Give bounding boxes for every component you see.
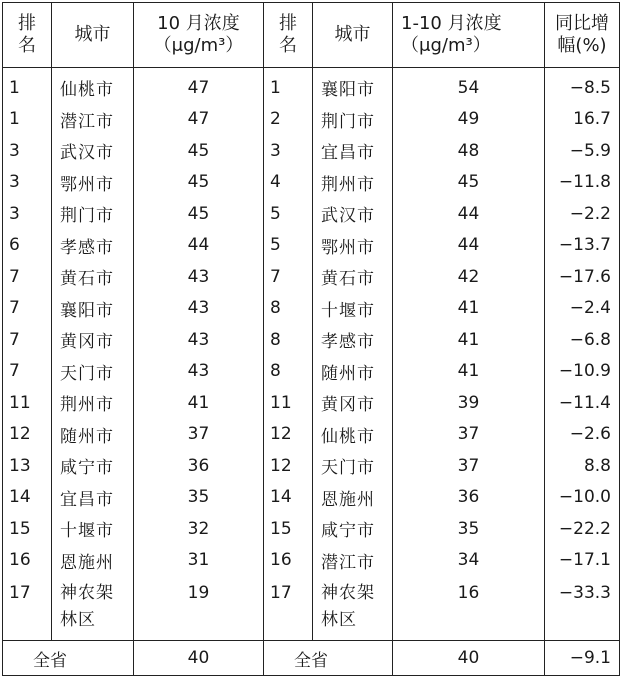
header-oct-concentration-unit: （μg/m³） — [153, 35, 244, 56]
rank-oct-cell: 15 — [3, 513, 52, 545]
rank-oct-cell: 13 — [3, 450, 52, 482]
header-rank-oct — [3, 3, 52, 68]
city-oct-cell: 仙桃市 — [52, 68, 134, 104]
city-oct-cell: 潜江市 — [52, 104, 134, 136]
yoy-change-cell: −10.9 — [545, 356, 620, 388]
oct-concentration-cell: 43 — [134, 324, 264, 356]
oct-concentration-cell: 44 — [134, 230, 264, 262]
header-oct-concentration-title: 10 月浓度 — [157, 13, 240, 34]
rank-ytd-cell: 1 — [264, 68, 313, 104]
total-oct-value: 40 — [134, 641, 264, 676]
city-ytd-cell: 孝感市 — [313, 324, 393, 356]
city-oct-cell: 十堰市 — [52, 513, 134, 545]
header-rank-ytd — [264, 3, 313, 68]
city-ytd-cell: 荆州市 — [313, 167, 393, 199]
yoy-change-cell: −6.8 — [545, 324, 620, 356]
total-ytd-value: 40 — [393, 641, 545, 676]
yoy-change-cell: −13.7 — [545, 230, 620, 262]
yoy-change-cell: −33.3 — [545, 576, 620, 641]
city-ytd-cell: 咸宁市 — [313, 513, 393, 545]
ytd-concentration-cell: 41 — [393, 293, 545, 325]
city-ytd-cell: 宜昌市 — [313, 135, 393, 167]
oct-concentration-cell: 36 — [134, 450, 264, 482]
city-oct-cell: 随州市 — [52, 419, 134, 451]
header-yoy-change-line1: 同比增 — [555, 13, 609, 34]
ytd-concentration-cell: 41 — [393, 324, 545, 356]
city-ytd-cell: 黄石市 — [313, 261, 393, 293]
oct-concentration-cell: 45 — [134, 167, 264, 199]
rank-ytd-cell: 12 — [264, 450, 313, 482]
total-label-ytd: 全省 — [264, 641, 393, 676]
table-row — [3, 68, 620, 104]
yoy-change-cell: 16.7 — [545, 104, 620, 136]
ytd-concentration-cell: 34 — [393, 545, 545, 577]
city-ytd-cell: 黄冈市 — [313, 387, 393, 419]
ytd-concentration-cell: 37 — [393, 450, 545, 482]
rank-oct-cell: 16 — [3, 545, 52, 577]
city-oct-cell: 荆门市 — [52, 198, 134, 230]
rank-ytd-cell: 4 — [264, 167, 313, 199]
table-row — [3, 135, 620, 167]
city-ytd-cell: 潜江市 — [313, 545, 393, 577]
city-oct-cell: 宜昌市 — [52, 482, 134, 514]
yoy-change-cell: −2.4 — [545, 293, 620, 325]
ytd-concentration-cell: 44 — [393, 230, 545, 262]
header-yoy-change-line2: 幅(%) — [557, 35, 607, 56]
yoy-change-cell: −2.6 — [545, 419, 620, 451]
yoy-change-cell: 8.8 — [545, 450, 620, 482]
city-oct-cell: 咸宁市 — [52, 450, 134, 482]
table-row — [3, 482, 620, 514]
table-row — [3, 167, 620, 199]
air-quality-ranking-document — [2, 2, 619, 694]
city-oct-cell: 荆州市 — [52, 387, 134, 419]
city-oct-cell: 天门市 — [52, 356, 134, 388]
ytd-concentration-cell: 35 — [393, 513, 545, 545]
total-yoy-change: −9.1 — [545, 641, 620, 676]
ytd-concentration-cell: 42 — [393, 261, 545, 293]
table-row — [3, 198, 620, 230]
rank-ytd-cell: 11 — [264, 387, 313, 419]
rank-oct-cell: 1 — [3, 104, 52, 136]
rank-ytd-cell: 14 — [264, 482, 313, 514]
table-row — [3, 576, 620, 641]
province-total-row — [3, 641, 620, 676]
city-ytd-cell: 荆门市 — [313, 104, 393, 136]
city-ytd-cell: 襄阳市 — [313, 68, 393, 104]
oct-concentration-cell: 45 — [134, 135, 264, 167]
oct-concentration-cell: 37 — [134, 419, 264, 451]
city-oct-cell: 黄冈市 — [52, 324, 134, 356]
yoy-change-cell: −17.1 — [545, 545, 620, 577]
yoy-change-cell: −2.2 — [545, 198, 620, 230]
ytd-concentration-cell: 16 — [393, 576, 545, 641]
ytd-concentration-cell: 48 — [393, 135, 545, 167]
city-ytd-cell: 恩施州 — [313, 482, 393, 514]
header-city-ytd: 城市 — [313, 3, 393, 68]
city-ytd-cell: 神农架 林区 — [313, 576, 393, 641]
table-row — [3, 230, 620, 262]
yoy-change-cell: −17.6 — [545, 261, 620, 293]
city-oct-cell: 黄石市 — [52, 261, 134, 293]
yoy-change-cell: −10.0 — [545, 482, 620, 514]
rank-ytd-cell: 17 — [264, 576, 313, 641]
city-oct-cell: 神农架 林区 — [52, 576, 134, 641]
oct-concentration-cell: 19 — [134, 576, 264, 641]
ytd-concentration-cell: 44 — [393, 198, 545, 230]
rank-ytd-cell: 15 — [264, 513, 313, 545]
rank-ytd-cell: 8 — [264, 356, 313, 388]
yoy-change-cell: −11.4 — [545, 387, 620, 419]
city-ytd-cell: 天门市 — [313, 450, 393, 482]
rank-oct-cell: 7 — [3, 293, 52, 325]
table-row — [3, 324, 620, 356]
header-oct-concentration — [134, 3, 264, 68]
rank-ytd-cell: 5 — [264, 198, 313, 230]
rank-oct-cell: 7 — [3, 356, 52, 388]
header-ytd-concentration — [393, 3, 545, 68]
table-row — [3, 261, 620, 293]
rank-ytd-cell: 8 — [264, 324, 313, 356]
header-rank-ytd-text: 排 名 — [279, 13, 297, 56]
rank-oct-cell: 3 — [3, 167, 52, 199]
ytd-concentration-cell: 49 — [393, 104, 545, 136]
city-ytd-cell: 鄂州市 — [313, 230, 393, 262]
yoy-change-cell: −22.2 — [545, 513, 620, 545]
ytd-concentration-cell: 37 — [393, 419, 545, 451]
ytd-concentration-cell: 39 — [393, 387, 545, 419]
yoy-change-cell: −5.9 — [545, 135, 620, 167]
city-oct-cell: 武汉市 — [52, 135, 134, 167]
yoy-change-cell: −8.5 — [545, 68, 620, 104]
rank-oct-cell: 6 — [3, 230, 52, 262]
pm25-ranking-table — [2, 2, 620, 676]
ytd-concentration-cell: 45 — [393, 167, 545, 199]
header-yoy-change — [545, 3, 620, 68]
table-body — [3, 68, 620, 641]
ytd-concentration-cell: 41 — [393, 356, 545, 388]
city-ytd-cell: 十堰市 — [313, 293, 393, 325]
table-row — [3, 513, 620, 545]
oct-concentration-cell: 35 — [134, 482, 264, 514]
oct-concentration-cell: 43 — [134, 261, 264, 293]
rank-oct-cell: 11 — [3, 387, 52, 419]
oct-concentration-cell: 43 — [134, 356, 264, 388]
oct-concentration-cell: 43 — [134, 293, 264, 325]
rank-oct-cell: 17 — [3, 576, 52, 641]
rank-oct-cell: 1 — [3, 68, 52, 104]
table-row — [3, 450, 620, 482]
yoy-change-cell: −11.8 — [545, 167, 620, 199]
header-ytd-concentration-title: 1-10 月浓度 — [401, 13, 502, 34]
rank-ytd-cell: 12 — [264, 419, 313, 451]
ytd-concentration-cell: 36 — [393, 482, 545, 514]
city-oct-cell: 鄂州市 — [52, 167, 134, 199]
city-ytd-cell: 武汉市 — [313, 198, 393, 230]
city-ytd-cell: 仙桃市 — [313, 419, 393, 451]
oct-concentration-cell: 41 — [134, 387, 264, 419]
city-oct-cell: 孝感市 — [52, 230, 134, 262]
header-rank-oct-text: 排 名 — [18, 13, 36, 56]
table-row — [3, 356, 620, 388]
header-row — [3, 3, 620, 68]
rank-ytd-cell: 8 — [264, 293, 313, 325]
rank-ytd-cell: 5 — [264, 230, 313, 262]
oct-concentration-cell: 47 — [134, 68, 264, 104]
rank-oct-cell: 7 — [3, 261, 52, 293]
rank-oct-cell: 12 — [3, 419, 52, 451]
total-label-oct: 全省 — [3, 641, 134, 676]
oct-concentration-cell: 32 — [134, 513, 264, 545]
ytd-concentration-cell: 54 — [393, 68, 545, 104]
table-row — [3, 293, 620, 325]
rank-oct-cell: 3 — [3, 135, 52, 167]
table-row — [3, 545, 620, 577]
rank-oct-cell: 14 — [3, 482, 52, 514]
city-ytd-cell: 随州市 — [313, 356, 393, 388]
rank-oct-cell: 3 — [3, 198, 52, 230]
header-ytd-concentration-unit: （μg/m³） — [401, 35, 491, 56]
table-row — [3, 387, 620, 419]
table-row — [3, 104, 620, 136]
rank-ytd-cell: 2 — [264, 104, 313, 136]
city-oct-cell: 恩施州 — [52, 545, 134, 577]
header-city-oct: 城市 — [52, 3, 134, 68]
rank-ytd-cell: 16 — [264, 545, 313, 577]
rank-ytd-cell: 3 — [264, 135, 313, 167]
oct-concentration-cell: 31 — [134, 545, 264, 577]
oct-concentration-cell: 45 — [134, 198, 264, 230]
oct-concentration-cell: 47 — [134, 104, 264, 136]
table-row — [3, 419, 620, 451]
city-oct-cell: 襄阳市 — [52, 293, 134, 325]
rank-oct-cell: 7 — [3, 324, 52, 356]
rank-ytd-cell: 7 — [264, 261, 313, 293]
